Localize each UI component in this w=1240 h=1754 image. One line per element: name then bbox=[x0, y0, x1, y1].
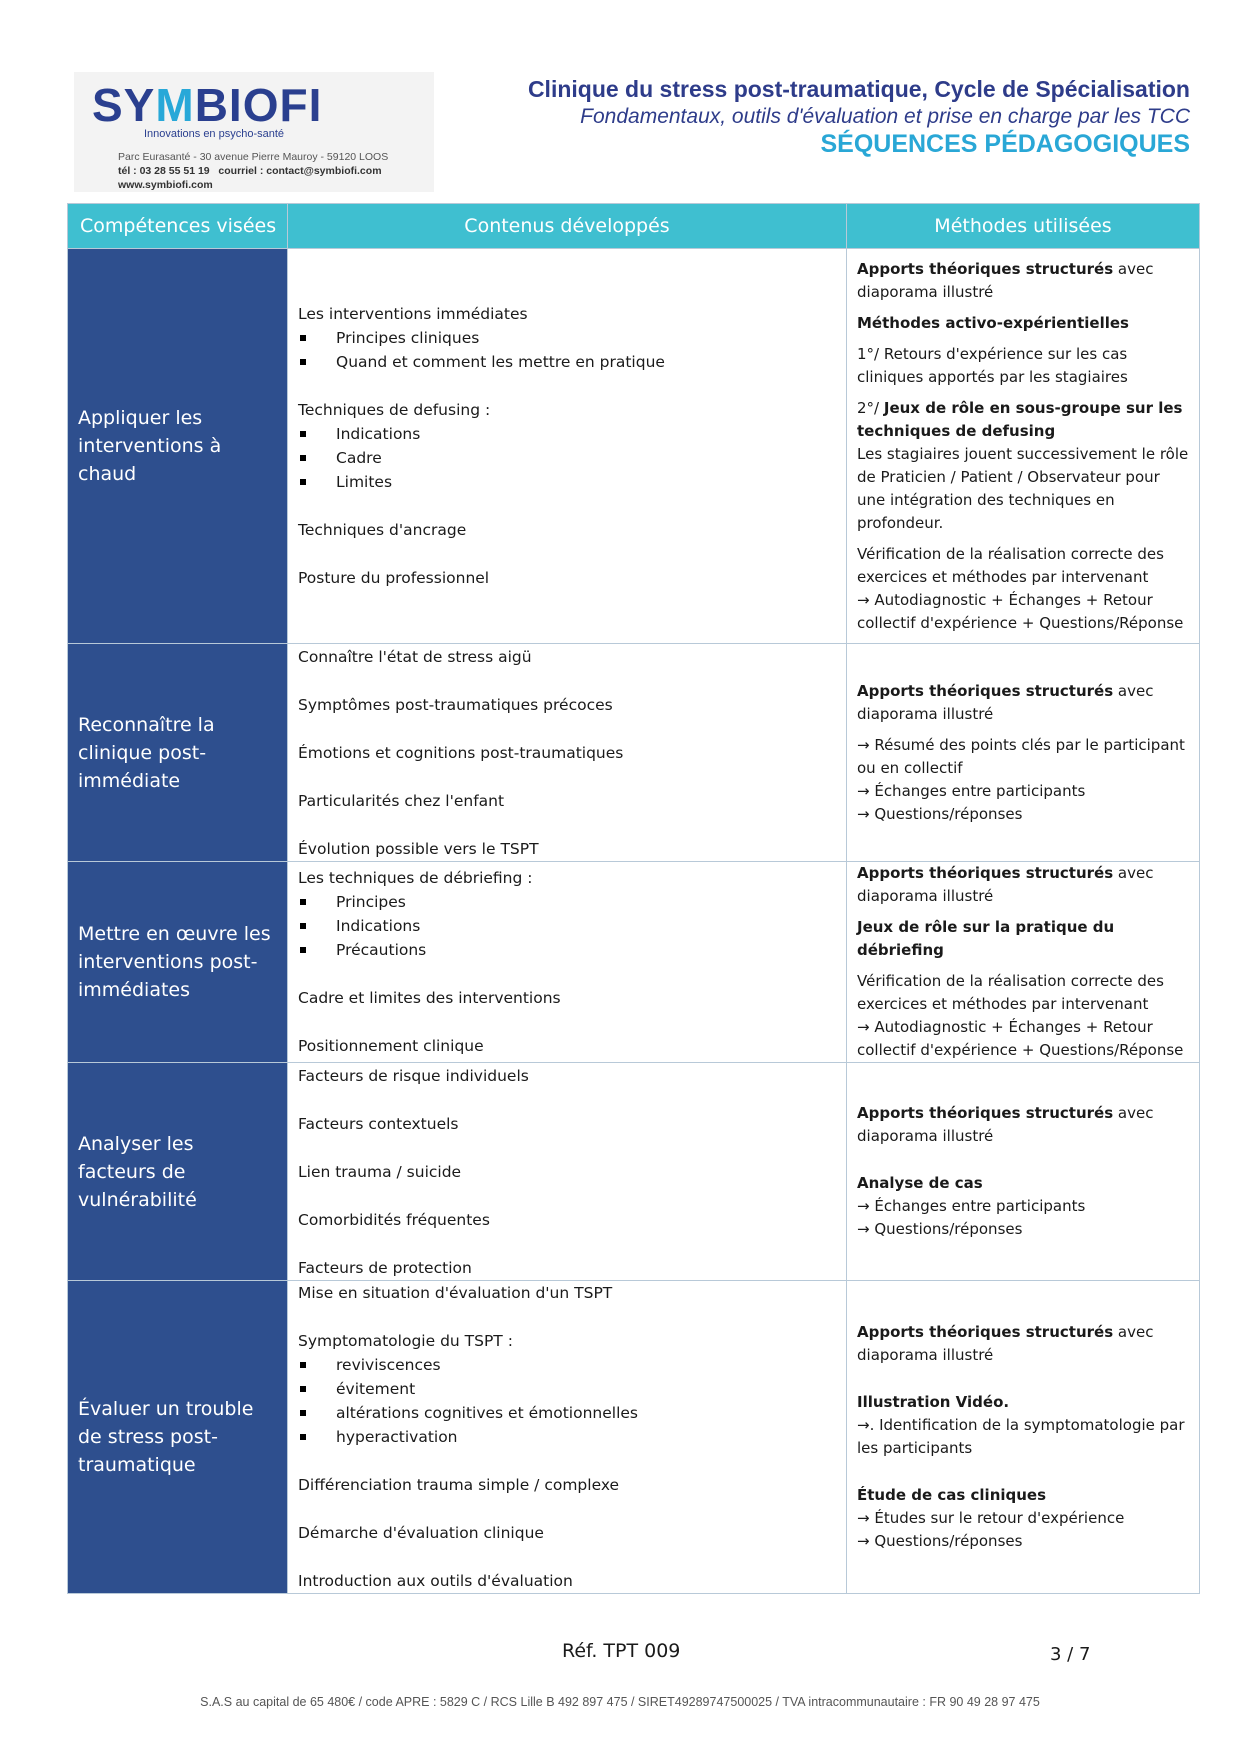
method-text: Les stagiaires jouent successivement le rôle de Praticien / Patient / Observateur pour une intégration des techniques en profondeur. bbox=[857, 444, 1189, 532]
header-competences: Compétences visées bbox=[68, 204, 288, 249]
content-line: Techniques d'ancrage bbox=[298, 521, 467, 539]
content-line: Comorbidités fréquentes bbox=[298, 1210, 490, 1229]
page-header bbox=[66, 68, 1190, 198]
method-text: →. Identification de la symptomatologie par les participants bbox=[857, 1416, 1185, 1457]
method-bold: Apports théoriques structurés bbox=[857, 681, 1114, 700]
list-item: Quand et comment les mettre en pratique bbox=[298, 350, 836, 374]
method-text: avec diaporama illustré bbox=[857, 259, 1154, 301]
content-line: Mise en situation d'évaluation d'un TSPT bbox=[298, 1284, 613, 1302]
logo-wordmark: SYMBIOFI bbox=[92, 79, 323, 131]
table-header-row bbox=[68, 204, 1200, 249]
method-bold: Apports théoriques structurés bbox=[857, 259, 1114, 278]
content-line: Positionnement clinique bbox=[298, 1037, 484, 1055]
content-line: Facteurs de risque individuels bbox=[298, 1066, 529, 1085]
content-line: Introduction aux outils d'évaluation bbox=[298, 1572, 573, 1590]
content-line: Symptomatologie du TSPT : bbox=[298, 1332, 513, 1350]
method-text: → Échanges entre participants bbox=[857, 1197, 1086, 1215]
list-item: Précautions bbox=[298, 938, 836, 962]
method-cell bbox=[847, 1281, 1200, 1594]
method-text: → Autodiagnostic + Échanges + Retour collectif d'expérience + Questions/Réponse bbox=[857, 1018, 1184, 1059]
content-list bbox=[298, 326, 836, 374]
method-bold: Apports théoriques structurés bbox=[857, 1104, 1114, 1122]
list-item: Cadre bbox=[298, 446, 836, 470]
competence-cell: Appliquer les interventions à chaud bbox=[68, 249, 288, 644]
method-bold: Jeux de rôle sur la pratique du débriefing bbox=[857, 918, 1115, 959]
content-line: Facteurs de protection bbox=[298, 1258, 472, 1277]
method-text: avec diaporama illustré bbox=[857, 864, 1154, 905]
header-contenus: Contenus développés bbox=[288, 204, 847, 249]
method-text: Vérification de la réalisation correcte des exercices et méthodes par intervenant bbox=[857, 544, 1164, 586]
method-text: → Questions/réponses bbox=[857, 1220, 1023, 1238]
competence-cell: Reconnaître la clinique post-immédiate bbox=[68, 644, 288, 862]
content-cell bbox=[288, 862, 847, 1063]
content-list bbox=[298, 422, 836, 494]
content-list bbox=[298, 1353, 836, 1449]
table-row bbox=[68, 644, 1200, 862]
pedagogic-sequences-table bbox=[67, 203, 1200, 1594]
content-line: Évolution possible vers le TSPT bbox=[298, 839, 539, 858]
method-text: Vérification de la réalisation correcte des exercices et méthodes par intervenant bbox=[857, 972, 1164, 1013]
method-text: avec diaporama illustré bbox=[857, 1323, 1154, 1364]
method-text: → Résumé des points clés par le participant ou en collectif bbox=[857, 735, 1185, 777]
content-line: Connaître l'état de stress aigü bbox=[298, 647, 532, 666]
logo-email: courriel : contact@symbiofi.com bbox=[218, 165, 382, 177]
content-line: Cadre et limites des interventions bbox=[298, 989, 561, 1007]
method-bold: Jeux de rôle en sous-groupe sur les techniques de defusing bbox=[857, 398, 1183, 440]
list-item: Principes cliniques bbox=[298, 326, 836, 350]
table-row bbox=[68, 1063, 1200, 1281]
list-item: altérations cognitives et émotionnelles bbox=[298, 1401, 836, 1425]
list-item: Indications bbox=[298, 914, 836, 938]
content-cell bbox=[288, 1281, 847, 1594]
section-title: SÉQUENCES PÉDAGOGIQUES bbox=[820, 130, 1190, 158]
content-line: Facteurs contextuels bbox=[298, 1114, 459, 1133]
content-line: Différenciation trauma simple / complexe bbox=[298, 1476, 620, 1494]
list-item: reviviscences bbox=[298, 1353, 836, 1377]
content-line: Symptômes post-traumatiques précoces bbox=[298, 695, 613, 714]
document-subtitle: Fondamentaux, outils d'évaluation et prise en charge par les TCC bbox=[580, 105, 1190, 128]
competence-cell: Mettre en œuvre les interventions post-immédiates bbox=[68, 862, 288, 1063]
competence-cell: Évaluer un trouble de stress post-traumatique bbox=[68, 1281, 288, 1594]
method-text: → Questions/réponses bbox=[857, 804, 1023, 823]
document-reference: Réf. TPT 009 bbox=[562, 1640, 681, 1662]
method-cell bbox=[847, 1063, 1200, 1281]
method-bold: Étude de cas cliniques bbox=[857, 1486, 1047, 1504]
content-line: Particularités chez l'enfant bbox=[298, 791, 505, 810]
method-bold: Illustration Vidéo. bbox=[857, 1393, 1010, 1411]
symbiofi-logo bbox=[74, 72, 434, 192]
content-line: Démarche d'évaluation clinique bbox=[298, 1524, 544, 1542]
method-bold: Apports théoriques structurés bbox=[857, 1323, 1114, 1341]
document-title: Clinique du stress post-traumatique, Cycle de Spécialisation bbox=[527, 76, 1190, 102]
legal-footer: S.A.S au capital de 65 480€ / code APRE : 5829 C / RCS Lille B 492 897 475 / SIRET49289747500025 / TVA intracommunautaire : FR 90 49 28 97 475 bbox=[200, 1695, 1040, 1709]
header-titles bbox=[528, 76, 1190, 159]
method-text: → Études sur le retour d'expérience bbox=[857, 1509, 1125, 1527]
content-line: Posture du professionnel bbox=[298, 569, 490, 587]
method-cell bbox=[847, 862, 1200, 1063]
list-item: Indications bbox=[298, 422, 836, 446]
header-methodes: Méthodes utilisées bbox=[847, 204, 1200, 249]
page-number: 3 / 7 bbox=[1050, 1644, 1091, 1665]
logo-tagline: Innovations en psycho-santé bbox=[144, 128, 285, 140]
content-line: Les interventions immédiates bbox=[298, 305, 528, 323]
method-bold: Analyse de cas bbox=[857, 1174, 983, 1192]
list-item: Principes bbox=[298, 890, 836, 914]
method-text: 1°/ Retours d'expérience sur les cas cliniques apportés par les stagiaires bbox=[857, 344, 1128, 386]
list-item: Limites bbox=[298, 470, 836, 494]
logo-website: www.symbiofi.com bbox=[118, 179, 213, 191]
list-item: évitement bbox=[298, 1377, 836, 1401]
content-line: Lien trauma / suicide bbox=[298, 1162, 462, 1181]
method-cell bbox=[847, 644, 1200, 862]
content-line: Les techniques de débriefing : bbox=[298, 869, 533, 887]
table-row bbox=[68, 1281, 1200, 1594]
method-text: avec diaporama illustré bbox=[857, 1104, 1154, 1145]
method-text: avec diaporama illustré bbox=[857, 681, 1154, 723]
method-text: → Échanges entre participants bbox=[857, 781, 1086, 800]
content-line: Techniques de defusing : bbox=[298, 401, 491, 419]
method-text: → Questions/réponses bbox=[857, 1532, 1023, 1550]
method-text: 2°/ bbox=[857, 398, 884, 417]
content-cell bbox=[288, 1063, 847, 1281]
method-cell bbox=[847, 249, 1200, 644]
logo-address: Parc Eurasanté - 30 avenue Pierre Mauroy - 59120 LOOS bbox=[118, 151, 389, 163]
content-list bbox=[298, 890, 836, 962]
table-row bbox=[68, 862, 1200, 1063]
competence-cell: Analyser les facteurs de vulnérabilité bbox=[68, 1063, 288, 1281]
logo-phone: tél : 03 28 55 51 19 bbox=[118, 165, 210, 177]
table-row bbox=[68, 249, 1200, 644]
content-cell bbox=[288, 249, 847, 644]
content-cell bbox=[288, 644, 847, 862]
list-item: hyperactivation bbox=[298, 1425, 836, 1449]
content-line: Émotions et cognitions post-traumatiques bbox=[298, 743, 624, 762]
method-bold: Apports théoriques structurés bbox=[857, 864, 1114, 882]
method-text: → Autodiagnostic + Échanges + Retour collectif d'expérience + Questions/Réponse bbox=[857, 590, 1184, 632]
logo-contact bbox=[118, 150, 388, 192]
method-bold: Méthodes activo-expérientielles bbox=[857, 313, 1129, 332]
